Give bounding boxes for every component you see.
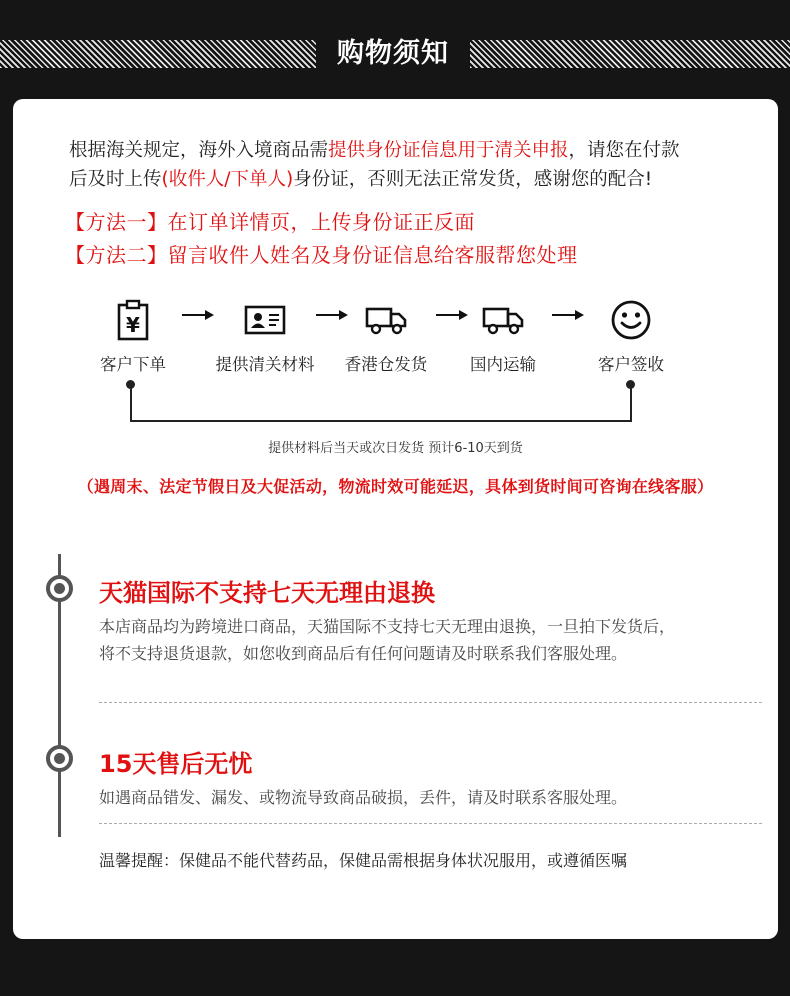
health-tip: 温馨提醒：保健品不能代替药品，保健品需根据身体状况服用，或遵循医嘱	[99, 851, 628, 870]
clipboard-yen-icon	[116, 299, 150, 341]
intro-text: 后及时上传	[69, 169, 162, 190]
intro-text: 根据海关规定，海外入境商品需	[69, 140, 329, 161]
intro-text: 身份证，否则无法正常发货，感谢您的配合!	[293, 169, 653, 190]
section-body-line: 本店商品均为跨境进口商品，天猫国际不支持七天无理由退换，一旦拍下发货后，	[99, 617, 676, 636]
header-hatch-right	[470, 40, 790, 68]
step-provide-docs	[205, 297, 325, 375]
section-body-line: 将不支持退货退款，如您收到商品后有任何问题请及时联系我们客服处理。	[99, 644, 628, 663]
intro-text: ，请您在付款	[568, 140, 680, 161]
divider	[99, 823, 762, 824]
page-title: 购物须知	[337, 38, 449, 69]
shipping-note: 提供材料后当天或次日发货 预计6-10天到货	[268, 441, 523, 456]
section-body	[99, 784, 764, 811]
step-label: 提供清关材料	[215, 355, 315, 374]
connector-line	[130, 385, 132, 421]
step-order	[83, 297, 183, 375]
intro-highlight: (收件人/下单人)	[161, 169, 294, 190]
truck-icon	[365, 305, 407, 335]
notice-card	[13, 99, 778, 939]
id-card-icon	[244, 304, 286, 336]
connector-line	[630, 385, 632, 421]
intro-highlight: 提供身份证信息用于清关申报	[328, 140, 569, 161]
connector-line	[130, 420, 632, 422]
step-label: 客户下单	[100, 355, 166, 374]
step-label: 国内运输	[470, 355, 536, 374]
step-domestic	[453, 297, 553, 375]
truck-icon	[482, 305, 524, 335]
section-body	[99, 613, 764, 667]
section-body-line: 如遇商品错发、漏发、或物流导致商品破损，丢件，请及时联系客服处理。	[99, 788, 628, 807]
step-hk-ship	[335, 297, 437, 375]
timeline-marker	[46, 575, 73, 602]
svg-text:¥: ¥	[126, 313, 140, 337]
step-label: 客户签收	[598, 355, 664, 374]
section-title: 天猫国际不支持七天无理由退换	[99, 579, 435, 607]
arrow-right-icon	[551, 309, 585, 321]
method-one: 【方法一】在订单详情页，上传身份证正反面	[65, 210, 475, 234]
delay-notice: （遇周末、法定节假日及大促活动，物流时效可能延迟，具体到货时间可咨询在线客服）	[77, 477, 714, 496]
customs-intro	[69, 136, 759, 194]
timeline-marker	[46, 745, 73, 772]
step-receive	[581, 297, 681, 375]
header-hatch-left	[0, 40, 316, 68]
step-label: 香港仓发货	[344, 355, 428, 374]
smiley-icon	[610, 299, 652, 341]
method-two: 【方法二】留言收件人姓名及身份证信息给客服帮您处理	[65, 243, 578, 267]
divider	[99, 702, 762, 703]
section-title: 15天售后无忧	[99, 750, 253, 778]
